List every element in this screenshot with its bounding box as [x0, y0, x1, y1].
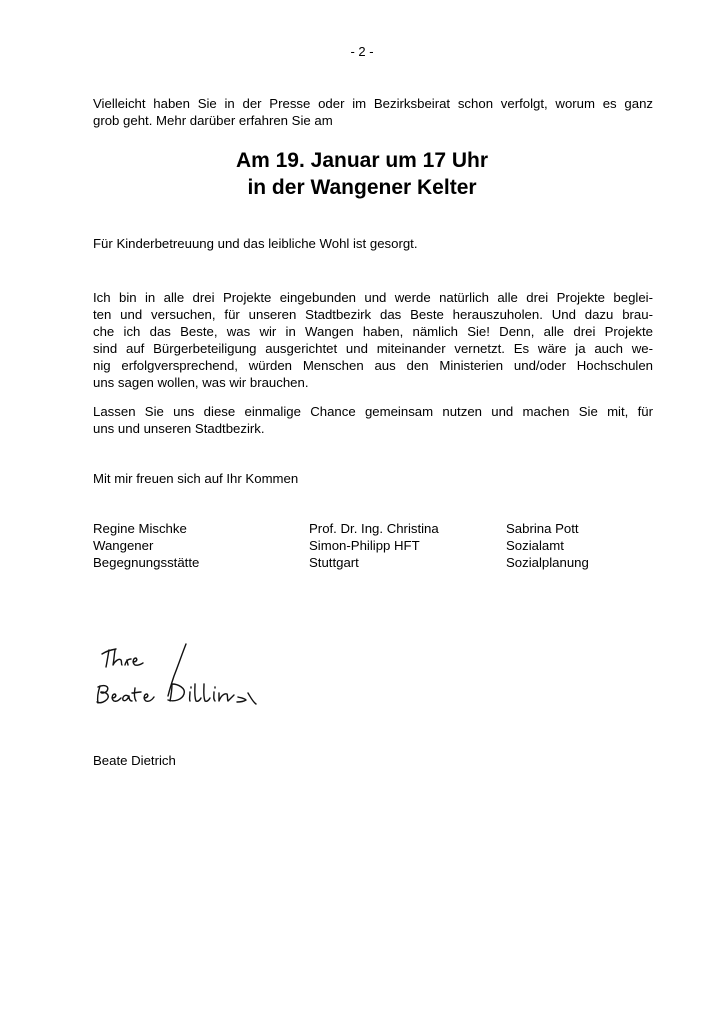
intro-paragraph — [93, 95, 653, 129]
signatory-block — [506, 520, 589, 571]
signatory-name: Regine Mischke — [93, 521, 187, 536]
projects-paragraph — [93, 289, 653, 391]
signatory-organization: Begegnungsstätte — [93, 555, 200, 570]
event-headline-date: Am 19. Januar um 17 Uhr — [235, 149, 489, 172]
event-headline-location: in der Wangener Kelter — [247, 176, 477, 199]
handwritten-signature — [88, 640, 268, 720]
chance-line-2: uns und unseren Stadtbezirk. — [93, 421, 265, 436]
chance-paragraph — [93, 403, 653, 437]
projects-line-2: ten und versuchen, für unseren Stadtbezirk das Beste herauszuholen. Und dazu brau- — [93, 307, 653, 322]
intro-line-1: Vielleicht haben Sie in der Presse oder im Bezirksbeirat schon verfolgt, worum es ganz — [93, 96, 653, 111]
intro-line-2: grob geht. Mehr darüber erfahren Sie am — [93, 113, 333, 128]
signatory-role: Simon-Philipp HFT — [309, 538, 420, 553]
signatory-block — [93, 520, 199, 571]
signatory-name: Sabrina Pott — [506, 521, 579, 536]
page-number: - 2 - — [350, 44, 374, 59]
projects-line-6: uns sagen wollen, was wir brauchen. — [93, 375, 309, 390]
signatory-name: Prof. Dr. Ing. Christina — [309, 521, 439, 536]
care-note: Für Kinderbetreuung und das leibliche Wohl ist gesorgt. — [93, 236, 418, 251]
signatory-organization: Sozialplanung — [506, 555, 589, 570]
signatory-organization: Stuttgart — [309, 555, 359, 570]
signer-name: Beate Dietrich — [93, 753, 176, 768]
projects-line-3: che ich das Beste, was wir in Wangen haben, nämlich Sie! Denn, alle drei Projekte — [93, 324, 653, 339]
event-headline — [0, 147, 724, 201]
projects-line-5: nig erfolgversprechend, würden Menschen aus den Ministerien und/oder Hochschulen — [93, 358, 653, 373]
signatory-role: Sozialamt — [506, 538, 564, 553]
signatory-role: Wangener — [93, 538, 154, 553]
closing-line: Mit mir freuen sich auf Ihr Kommen — [93, 471, 299, 486]
chance-line-1: Lassen Sie uns diese einmalige Chance gemeinsam nutzen und machen Sie mit, für — [93, 404, 653, 419]
projects-line-1: Ich bin in alle drei Projekte eingebunden und werde natürlich alle drei Projekte beglei- — [93, 290, 653, 305]
projects-line-4: sind auf Bürgerbeteiligung ausgerichtet und miteinander vernetzt. Es wäre ja auch we- — [93, 341, 653, 356]
signatory-block — [309, 520, 439, 571]
